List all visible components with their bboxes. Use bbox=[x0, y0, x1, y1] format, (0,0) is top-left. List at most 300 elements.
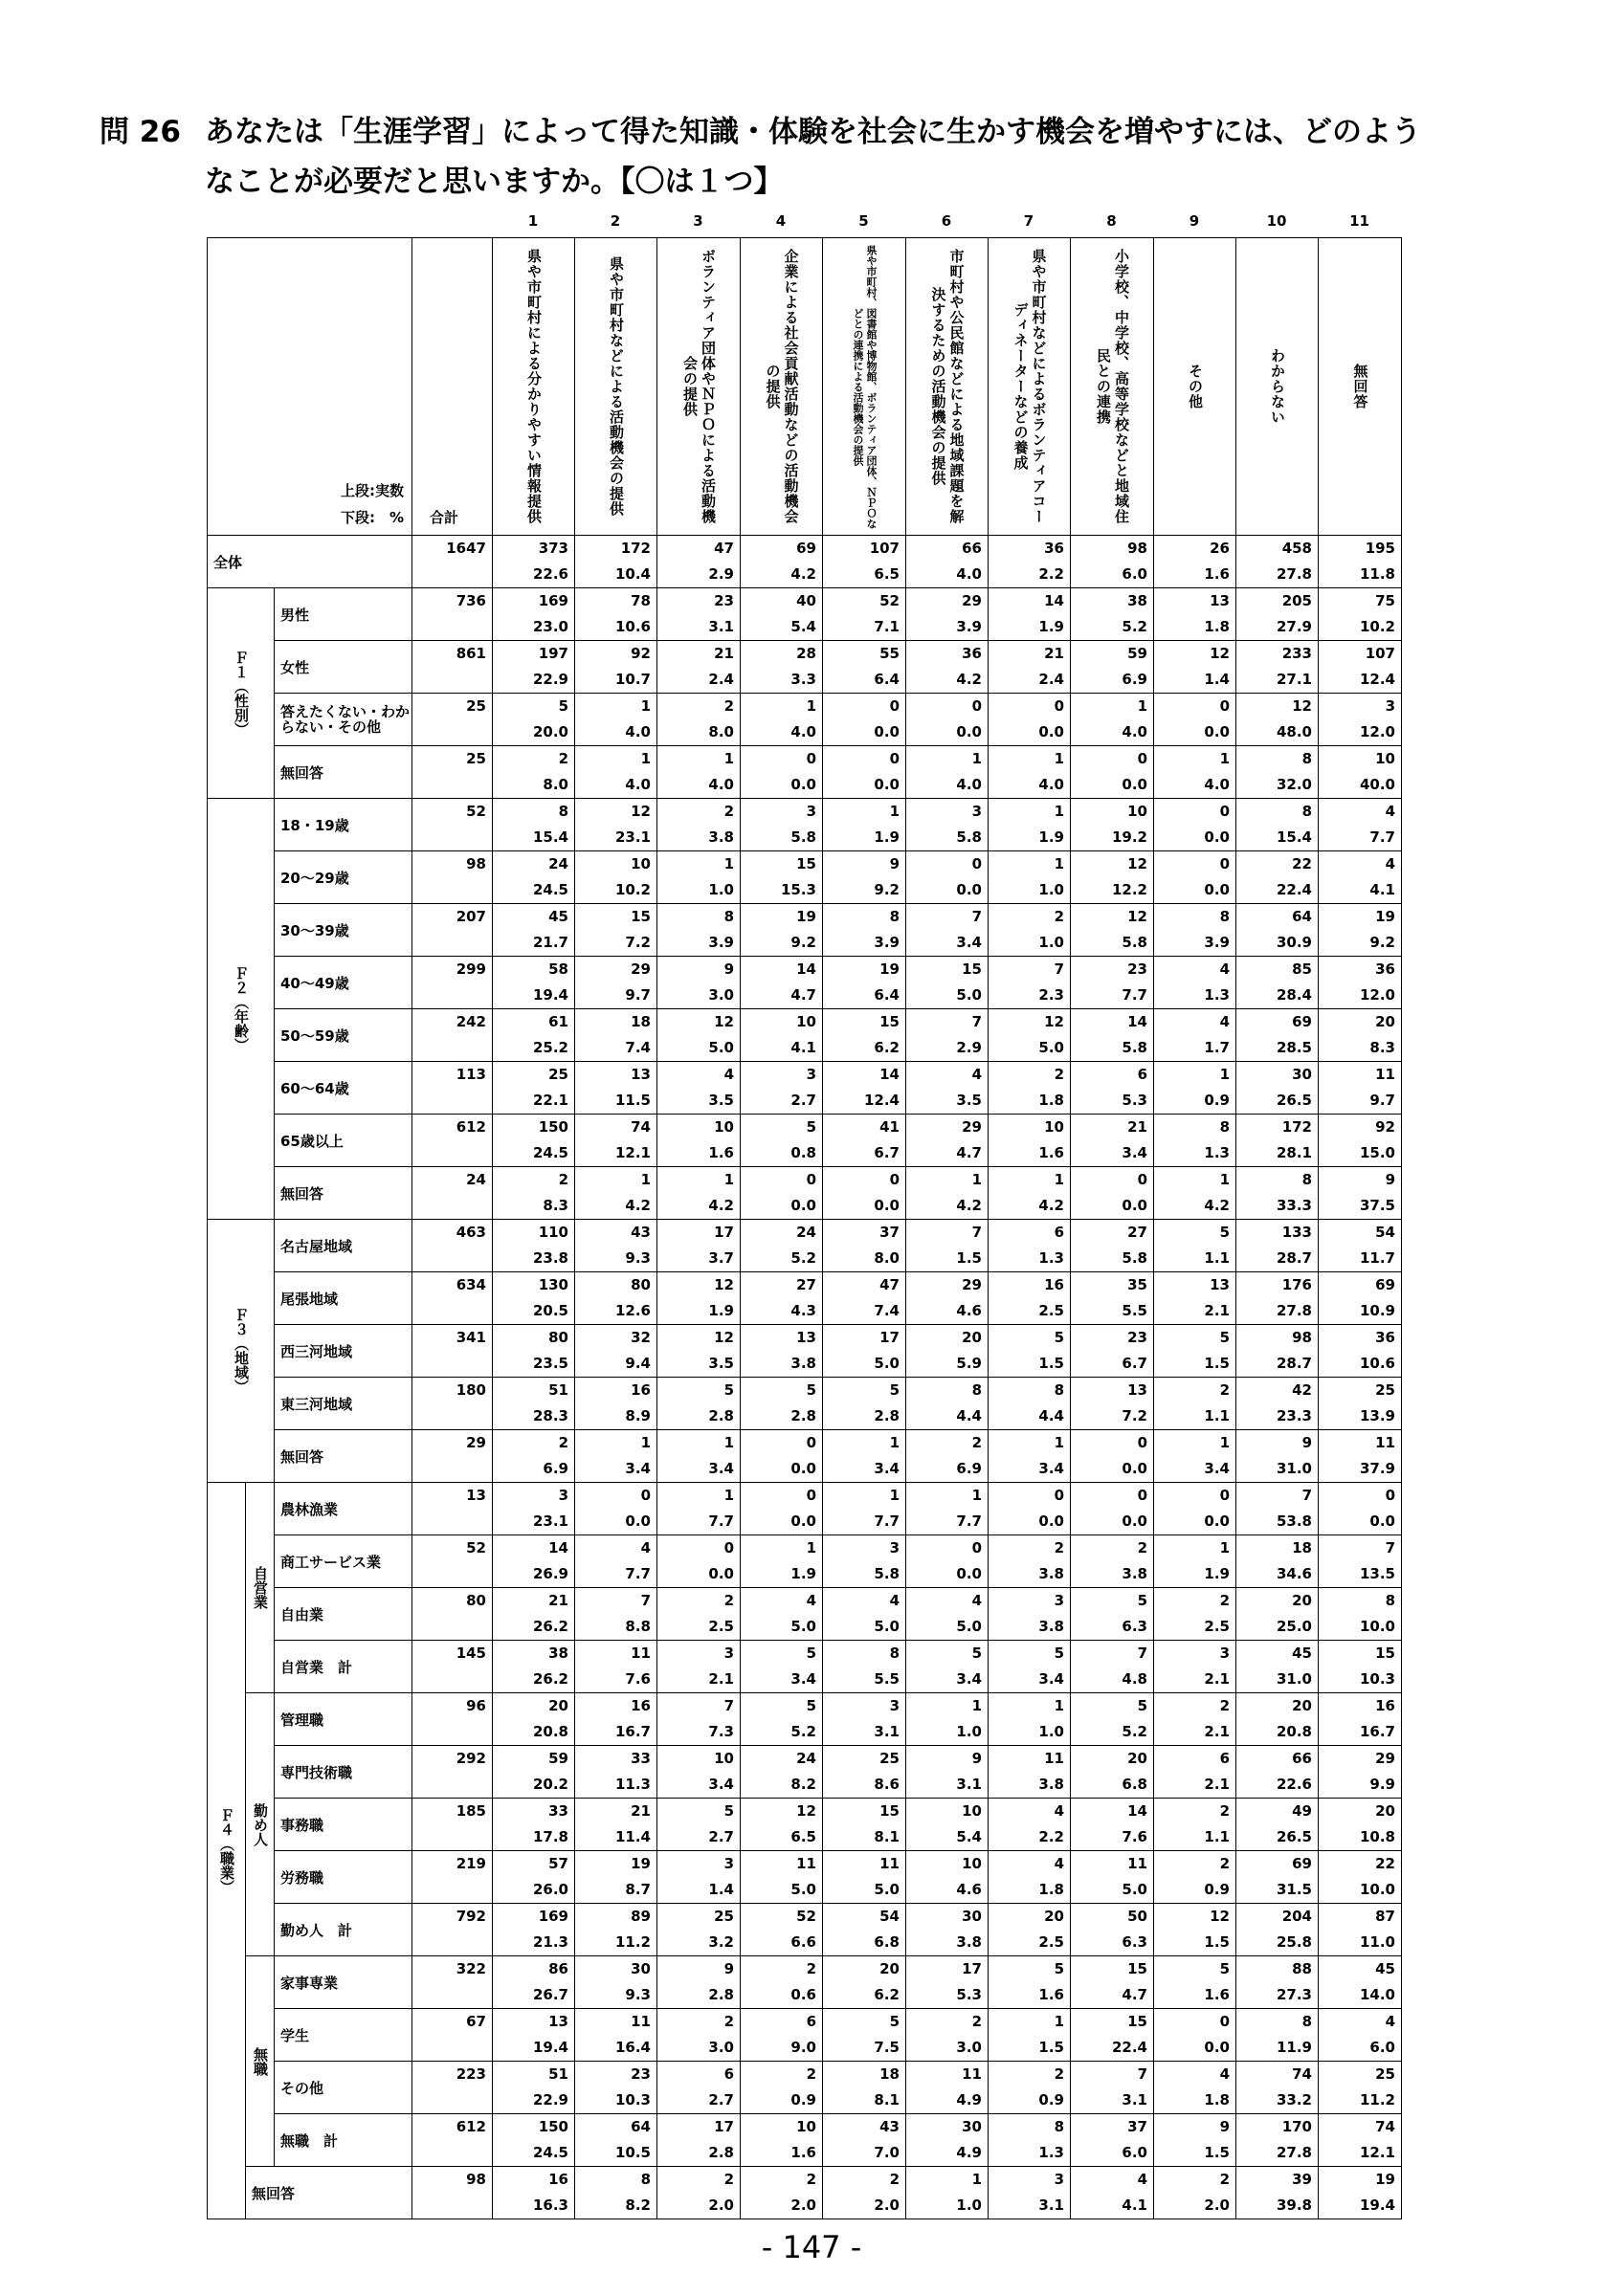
count-value: 8 bbox=[889, 908, 900, 925]
percent-value: 2.7 bbox=[708, 1828, 734, 1845]
count-value: 11 bbox=[796, 1855, 816, 1872]
value-cell bbox=[493, 2062, 575, 2114]
value-cell bbox=[1319, 1588, 1402, 1641]
value-cell bbox=[741, 851, 823, 904]
table-row bbox=[208, 2009, 1402, 2062]
percent-value: 5.2 bbox=[790, 1723, 816, 1740]
total-cell bbox=[412, 536, 493, 588]
percent-value: 5.8 bbox=[956, 828, 982, 846]
percent-value: 3.2 bbox=[708, 1933, 734, 1951]
count-value: 69 bbox=[796, 540, 816, 557]
count-value: 61 bbox=[548, 1013, 568, 1030]
count-value: 1 bbox=[723, 1434, 734, 1451]
value-cell bbox=[1236, 1378, 1319, 1430]
percent-value: 31.0 bbox=[1276, 1670, 1312, 1688]
percent-value: 5.8 bbox=[1122, 934, 1147, 951]
percent-value: 0.0 bbox=[1204, 1512, 1230, 1530]
value-cell bbox=[575, 2167, 657, 2219]
percent-value: 6.0 bbox=[1122, 565, 1147, 583]
column-header-label: 県や市町村、図書館や博物館、ボランティア団体、ＮＰＯなどとの連携による活動機会の提供 bbox=[852, 244, 878, 529]
count-value: 1 bbox=[1054, 750, 1064, 767]
value-cell bbox=[657, 799, 741, 851]
percent-value: 1.8 bbox=[1038, 1092, 1064, 1109]
count-value: 25 bbox=[548, 1066, 568, 1083]
percent-value: 3.4 bbox=[956, 934, 982, 951]
total-count: 242 bbox=[456, 1013, 486, 1030]
value-cell bbox=[575, 1115, 657, 1167]
count-value: 0 bbox=[806, 1487, 816, 1504]
count-value: 110 bbox=[538, 1224, 568, 1241]
percent-value: 7.4 bbox=[625, 1039, 651, 1056]
percent-value: 3.0 bbox=[956, 2039, 982, 2056]
percent-value: 4.1 bbox=[790, 1039, 816, 1056]
count-value: 25 bbox=[879, 1750, 900, 1767]
percent-value: 10.2 bbox=[614, 881, 651, 898]
count-value: 2 bbox=[723, 1592, 734, 1609]
group-label-text: 無職 bbox=[252, 2046, 269, 2076]
percent-value: 2.1 bbox=[1204, 1302, 1230, 1319]
count-value: 3 bbox=[723, 1645, 734, 1662]
count-value: 21 bbox=[548, 1592, 568, 1609]
percent-value: 0.0 bbox=[1122, 1197, 1147, 1214]
value-cell bbox=[493, 1588, 575, 1641]
column-header-label: 県や市町村などによるボランティアコーディネーターなどの養成 bbox=[1012, 249, 1048, 524]
value-cell bbox=[1154, 957, 1236, 1009]
value-cell bbox=[823, 1325, 906, 1378]
total-count: 25 bbox=[466, 750, 486, 767]
count-value: 33 bbox=[631, 1750, 651, 1767]
value-cell bbox=[575, 2062, 657, 2114]
total-cell bbox=[412, 1272, 493, 1325]
percent-value: 2.4 bbox=[1038, 671, 1064, 688]
percent-value: 11.2 bbox=[614, 1933, 651, 1951]
count-value: 2 bbox=[889, 2171, 900, 2188]
count-value: 12 bbox=[1210, 645, 1230, 662]
value-cell bbox=[1236, 1220, 1319, 1272]
count-value: 59 bbox=[1127, 645, 1147, 662]
value-cell bbox=[1319, 588, 1402, 641]
count-value: 85 bbox=[1292, 960, 1312, 978]
value-cell bbox=[1236, 694, 1319, 746]
percent-value: 27.3 bbox=[1276, 1986, 1312, 2003]
value-cell bbox=[1071, 641, 1154, 694]
value-cell bbox=[823, 2167, 906, 2219]
value-cell bbox=[906, 1167, 989, 1220]
value-cell bbox=[1236, 1588, 1319, 1641]
value-cell bbox=[1154, 1799, 1236, 1851]
value-cell bbox=[1319, 1115, 1402, 1167]
count-value: 14 bbox=[1127, 1802, 1147, 1820]
percent-value: 0.0 bbox=[1204, 881, 1230, 898]
count-value: 80 bbox=[631, 1276, 651, 1293]
value-cell bbox=[823, 2114, 906, 2167]
count-value: 29 bbox=[962, 1276, 982, 1293]
percent-value: 0.0 bbox=[790, 776, 816, 793]
percent-value: 2.1 bbox=[1204, 1723, 1230, 1740]
row-label: 答えたくない・わからない・その他 bbox=[275, 694, 412, 746]
percent-value: 13.9 bbox=[1359, 1407, 1395, 1424]
value-cell bbox=[1319, 1746, 1402, 1799]
count-value: 1 bbox=[971, 1487, 982, 1504]
value-cell bbox=[1154, 1535, 1236, 1588]
count-value: 11 bbox=[1127, 1855, 1147, 1872]
count-value: 10 bbox=[631, 855, 651, 872]
total-cell bbox=[412, 1483, 493, 1535]
value-cell bbox=[1236, 1325, 1319, 1378]
percent-value: 0.9 bbox=[1038, 2091, 1064, 2108]
value-cell bbox=[1236, 1430, 1319, 1483]
percent-value: 3.5 bbox=[708, 1355, 734, 1372]
percent-value: 3.7 bbox=[708, 1249, 734, 1267]
count-value: 4 bbox=[971, 1592, 982, 1609]
count-value: 30 bbox=[1292, 1066, 1312, 1083]
table-row bbox=[208, 1535, 1402, 1588]
value-cell bbox=[906, 1693, 989, 1746]
percent-value: 2.0 bbox=[1204, 2197, 1230, 2214]
count-value: 1 bbox=[971, 1171, 982, 1188]
value-cell bbox=[1071, 2062, 1154, 2114]
value-cell bbox=[1236, 1904, 1319, 1956]
count-value: 8 bbox=[558, 803, 568, 820]
value-cell bbox=[1319, 851, 1402, 904]
total-cell bbox=[412, 588, 493, 641]
percent-value: 6.4 bbox=[874, 671, 900, 688]
percent-value: 11.4 bbox=[614, 1828, 651, 1845]
column-header-label: 県や市町村による分かりやすい情報提供 bbox=[525, 249, 543, 524]
count-value: 15 bbox=[796, 855, 816, 872]
percent-value: 7.3 bbox=[708, 1723, 734, 1740]
value-cell bbox=[1154, 1483, 1236, 1535]
percent-value: 4.0 bbox=[956, 776, 982, 793]
percent-value: 3.1 bbox=[1122, 2091, 1147, 2108]
value-cell bbox=[493, 1799, 575, 1851]
value-cell bbox=[1071, 746, 1154, 799]
value-cell bbox=[906, 536, 989, 588]
value-cell bbox=[1154, 1693, 1236, 1746]
percent-value: 10.6 bbox=[1359, 1355, 1395, 1372]
column-header-label: 企業による社会貢献活動などの活動機会の提供 bbox=[764, 249, 800, 524]
value-cell bbox=[989, 1799, 1071, 1851]
count-value: 35 bbox=[1127, 1276, 1147, 1293]
count-value: 4 bbox=[1385, 2013, 1395, 2030]
count-value: 9 bbox=[1385, 1171, 1395, 1188]
count-value: 5 bbox=[1219, 1224, 1230, 1241]
row-label: 女性 bbox=[275, 641, 412, 694]
count-value: 10 bbox=[1127, 803, 1147, 820]
percent-value: 7.6 bbox=[625, 1670, 651, 1688]
count-value: 25 bbox=[1375, 1381, 1395, 1399]
table-row bbox=[208, 1325, 1402, 1378]
count-value: 0 bbox=[806, 750, 816, 767]
percent-value: 0.6 bbox=[790, 1986, 816, 2003]
value-cell bbox=[657, 1746, 741, 1799]
total-header bbox=[412, 238, 493, 536]
value-cell bbox=[1071, 1430, 1154, 1483]
total-cell bbox=[412, 641, 493, 694]
value-cell bbox=[493, 588, 575, 641]
percent-value: 0.0 bbox=[956, 881, 982, 898]
count-value: 1 bbox=[971, 750, 982, 767]
count-value: 1 bbox=[640, 1171, 651, 1188]
value-cell bbox=[906, 1062, 989, 1115]
total-count: 52 bbox=[466, 803, 486, 820]
value-cell bbox=[741, 1325, 823, 1378]
count-value: 50 bbox=[1127, 1908, 1147, 1925]
percent-value: 5.2 bbox=[1122, 1723, 1147, 1740]
value-cell bbox=[1236, 2114, 1319, 2167]
count-value: 1 bbox=[1054, 1697, 1064, 1714]
total-count: 861 bbox=[456, 645, 486, 662]
value-cell bbox=[493, 1641, 575, 1693]
count-value: 5 bbox=[558, 697, 568, 715]
percent-value: 37.5 bbox=[1359, 1197, 1395, 1214]
value-cell bbox=[1071, 1851, 1154, 1904]
value-cell bbox=[657, 1956, 741, 2009]
percent-value: 4.7 bbox=[1122, 1986, 1147, 2003]
count-value: 16 bbox=[631, 1381, 651, 1399]
value-cell bbox=[906, 694, 989, 746]
count-value: 3 bbox=[971, 803, 982, 820]
percent-value: 0.0 bbox=[1369, 1512, 1395, 1530]
value-cell bbox=[493, 694, 575, 746]
value-cell bbox=[823, 1430, 906, 1483]
count-value: 2 bbox=[806, 2171, 816, 2188]
value-cell bbox=[1319, 1167, 1402, 1220]
percent-value: 27.8 bbox=[1276, 565, 1312, 583]
count-value: 458 bbox=[1281, 540, 1312, 557]
percent-value: 7.7 bbox=[1122, 986, 1147, 1004]
count-value: 1 bbox=[1054, 803, 1064, 820]
count-value: 1 bbox=[1219, 750, 1230, 767]
row-label: その他 bbox=[275, 2062, 412, 2114]
value-cell bbox=[657, 694, 741, 746]
percent-value: 4.0 bbox=[625, 723, 651, 740]
table-row bbox=[208, 1272, 1402, 1325]
value-cell bbox=[906, 1535, 989, 1588]
total-count: 52 bbox=[466, 1539, 486, 1556]
count-value: 43 bbox=[879, 2118, 900, 2135]
count-value: 0 bbox=[723, 1539, 734, 1556]
value-cell bbox=[1154, 1325, 1236, 1378]
percent-value: 23.5 bbox=[532, 1355, 568, 1372]
count-value: 1 bbox=[1054, 2013, 1064, 2030]
count-value: 12 bbox=[714, 1013, 734, 1030]
percent-value: 8.0 bbox=[708, 723, 734, 740]
count-value: 2 bbox=[723, 803, 734, 820]
percent-value: 9.9 bbox=[1369, 1776, 1395, 1793]
value-cell bbox=[575, 1956, 657, 2009]
percent-value: 24.5 bbox=[532, 2144, 568, 2161]
value-cell bbox=[493, 2009, 575, 2062]
percent-value: 0.9 bbox=[790, 2091, 816, 2108]
total-count: 322 bbox=[456, 1960, 486, 1977]
count-value: 3 bbox=[558, 1487, 568, 1504]
value-cell bbox=[1154, 2167, 1236, 2219]
value-cell bbox=[823, 641, 906, 694]
percent-value: 2.8 bbox=[708, 1986, 734, 2003]
percent-value: 4.2 bbox=[1038, 1197, 1064, 1214]
value-cell bbox=[741, 1167, 823, 1220]
percent-value: 31.0 bbox=[1276, 1460, 1312, 1477]
percent-value: 12.4 bbox=[1359, 671, 1395, 688]
page-number: - 147 - bbox=[761, 2229, 862, 2265]
value-cell bbox=[741, 904, 823, 957]
table-row bbox=[208, 1430, 1402, 1483]
percent-value: 6.2 bbox=[874, 1039, 900, 1056]
percent-value: 10.6 bbox=[614, 618, 651, 635]
percent-value: 3.5 bbox=[956, 1092, 982, 1109]
percent-value: 3.9 bbox=[1204, 934, 1230, 951]
value-cell bbox=[575, 1851, 657, 1904]
value-cell bbox=[1071, 904, 1154, 957]
table-row bbox=[208, 641, 1402, 694]
count-value: 3 bbox=[889, 1539, 900, 1556]
count-value: 19 bbox=[631, 1855, 651, 1872]
value-cell bbox=[906, 746, 989, 799]
value-cell bbox=[493, 1167, 575, 1220]
value-cell bbox=[1071, 1799, 1154, 1851]
group-label-text: Ｆ４（職業） bbox=[218, 1807, 235, 1894]
percent-value: 7.0 bbox=[874, 2144, 900, 2161]
percent-value: 10.7 bbox=[614, 671, 651, 688]
count-value: 4 bbox=[1219, 1013, 1230, 1030]
percent-value: 5.4 bbox=[790, 618, 816, 635]
value-cell bbox=[741, 536, 823, 588]
count-value: 41 bbox=[879, 1118, 900, 1136]
total-count: 25 bbox=[466, 697, 486, 715]
total-count: 98 bbox=[466, 855, 486, 872]
count-value: 24 bbox=[796, 1224, 816, 1241]
count-value: 6 bbox=[1219, 1750, 1230, 1767]
value-cell bbox=[741, 1956, 823, 2009]
count-value: 2 bbox=[1054, 908, 1064, 925]
value-cell bbox=[741, 1430, 823, 1483]
count-value: 2 bbox=[971, 2013, 982, 2030]
count-value: 69 bbox=[1292, 1855, 1312, 1872]
percent-value: 22.9 bbox=[532, 671, 568, 688]
count-value: 5 bbox=[723, 1381, 734, 1399]
value-cell bbox=[989, 588, 1071, 641]
value-cell bbox=[1071, 2114, 1154, 2167]
count-value: 4 bbox=[806, 1592, 816, 1609]
count-value: 13 bbox=[1210, 592, 1230, 609]
value-cell bbox=[1319, 1641, 1402, 1693]
value-cell bbox=[1319, 694, 1402, 746]
count-value: 4 bbox=[889, 1592, 900, 1609]
count-value: 75 bbox=[1375, 592, 1395, 609]
percent-value: 0.0 bbox=[1204, 2039, 1230, 2056]
count-value: 45 bbox=[1292, 1645, 1312, 1662]
percent-value: 4.2 bbox=[956, 1197, 982, 1214]
value-cell bbox=[493, 641, 575, 694]
percent-value: 28.1 bbox=[1276, 1144, 1312, 1161]
value-cell bbox=[989, 904, 1071, 957]
count-value: 98 bbox=[1292, 1329, 1312, 1346]
column-header-label: その他 bbox=[1187, 364, 1204, 409]
percent-value: 4.4 bbox=[1038, 1407, 1064, 1424]
column-header bbox=[1071, 238, 1154, 536]
row-label: 30～39歳 bbox=[275, 904, 412, 957]
percent-value: 33.3 bbox=[1276, 1197, 1312, 1214]
percent-value: 5.3 bbox=[956, 1986, 982, 2003]
percent-value: 11.3 bbox=[614, 1776, 651, 1793]
count-value: 47 bbox=[714, 540, 734, 557]
count-value: 80 bbox=[548, 1329, 568, 1346]
percent-value: 3.4 bbox=[1038, 1670, 1064, 1688]
value-cell bbox=[657, 588, 741, 641]
percent-value: 5.0 bbox=[790, 1618, 816, 1635]
total-cell bbox=[412, 1430, 493, 1483]
count-value: 0 bbox=[971, 697, 982, 715]
value-cell bbox=[741, 1062, 823, 1115]
count-value: 37 bbox=[879, 1224, 900, 1241]
count-value: 19 bbox=[796, 908, 816, 925]
percent-value: 3.4 bbox=[625, 1460, 651, 1477]
count-value: 150 bbox=[538, 2118, 568, 2135]
total-cell bbox=[412, 851, 493, 904]
percent-value: 31.5 bbox=[1276, 1881, 1312, 1898]
value-cell bbox=[906, 1220, 989, 1272]
percent-value: 26.9 bbox=[532, 1565, 568, 1582]
percent-value: 4.2 bbox=[956, 671, 982, 688]
value-cell bbox=[657, 1115, 741, 1167]
percent-value: 16.4 bbox=[614, 2039, 651, 2056]
count-value: 2 bbox=[971, 1434, 982, 1451]
value-cell bbox=[989, 694, 1071, 746]
percent-value: 9.4 bbox=[625, 1355, 651, 1372]
table-row bbox=[208, 1641, 1402, 1693]
value-cell bbox=[989, 851, 1071, 904]
percent-value: 2.8 bbox=[708, 1407, 734, 1424]
percent-value: 26.2 bbox=[532, 1670, 568, 1688]
count-value: 15 bbox=[1127, 2013, 1147, 2030]
count-value: 15 bbox=[1375, 1645, 1395, 1662]
value-cell bbox=[823, 1851, 906, 1904]
count-value: 3 bbox=[889, 1697, 900, 1714]
value-cell bbox=[575, 641, 657, 694]
percent-value: 22.1 bbox=[532, 1092, 568, 1109]
value-cell bbox=[741, 1483, 823, 1535]
percent-value: 0.9 bbox=[1204, 1881, 1230, 1898]
value-cell bbox=[493, 2167, 575, 2219]
column-header-label: わからない bbox=[1269, 348, 1286, 425]
value-cell bbox=[741, 1115, 823, 1167]
percent-value: 8.0 bbox=[874, 1249, 900, 1267]
percent-value: 6.2 bbox=[874, 1986, 900, 2003]
percent-value: 23.0 bbox=[532, 618, 568, 635]
percent-value: 22.6 bbox=[532, 565, 568, 583]
count-value: 4 bbox=[1054, 1855, 1064, 1872]
count-value: 1 bbox=[971, 1697, 982, 1714]
value-cell bbox=[575, 1693, 657, 1746]
percent-value: 0.8 bbox=[790, 1144, 816, 1161]
value-cell bbox=[989, 1851, 1071, 1904]
percent-value: 4.4 bbox=[956, 1407, 982, 1424]
count-value: 1 bbox=[723, 750, 734, 767]
percent-value: 27.1 bbox=[1276, 671, 1312, 688]
count-value: 169 bbox=[538, 592, 568, 609]
count-value: 7 bbox=[1385, 1539, 1395, 1556]
value-cell bbox=[493, 2114, 575, 2167]
count-value: 20 bbox=[1044, 1908, 1064, 1925]
percent-value: 15.4 bbox=[1276, 828, 1312, 846]
value-cell bbox=[1071, 588, 1154, 641]
value-cell bbox=[823, 1799, 906, 1851]
percent-value: 5.0 bbox=[1038, 1039, 1064, 1056]
value-cell bbox=[1236, 1272, 1319, 1325]
row-label: 18・19歳 bbox=[275, 799, 412, 851]
table-row bbox=[208, 1799, 1402, 1851]
